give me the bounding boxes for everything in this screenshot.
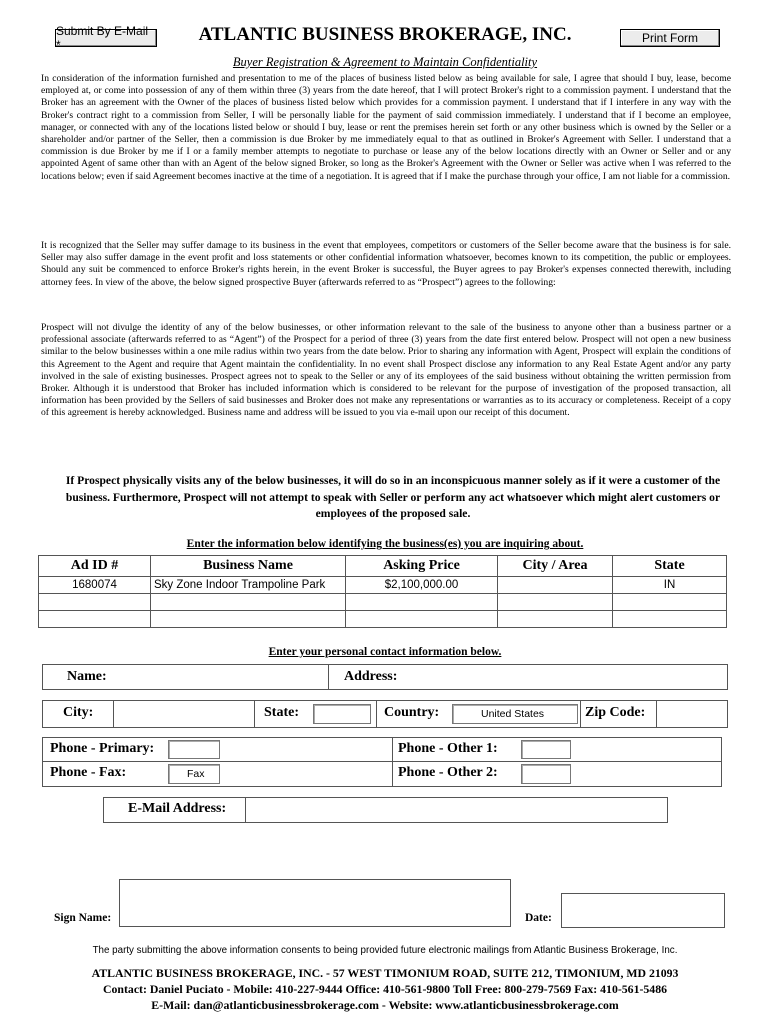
footer-email-website: E-Mail: dan@atlanticbusinessbrokerage.com - Website: www.atlanticbusinessbrokerage.com <box>151 998 619 1012</box>
zip-code-input[interactable] <box>656 700 657 728</box>
ad-id-input[interactable]: 1680074 <box>39 577 151 594</box>
divider <box>328 664 329 690</box>
divider <box>42 761 722 762</box>
table-row <box>39 594 727 611</box>
agreement-paragraph-2: It is recognized that the Seller may suffer damage to its business in the event that employees, competitors or customers of the Seller become aware that the business is for sale. Seller may also suffer damage in the event profit and loss statements or other confidential information whatsoever, becomes known to its competition, the public or employees. Should any suit be commenced to enforce Broker's rights herein, in the event Broker is successful, the Buyer agrees to pay Broker's expenses connected therewith, including attorney fees. In view of the above, the below signed prospective Buyer (afterwards referred to as “Prospect”) agrees to the following: <box>41 240 731 288</box>
ad-id-input[interactable] <box>39 594 151 611</box>
email-input[interactable] <box>245 797 246 823</box>
phone-primary-input[interactable] <box>168 740 220 759</box>
city-area-input[interactable] <box>498 611 613 628</box>
business-table <box>38 555 727 628</box>
signature-input[interactable] <box>119 879 511 927</box>
phone-fax-label: Phone - Fax: <box>50 765 127 780</box>
phone-primary-label: Phone - Primary: <box>50 741 155 756</box>
column-header-ad-id: Ad ID # <box>39 556 151 577</box>
contact-state-input[interactable] <box>313 704 371 724</box>
country-label: Country: <box>384 705 440 720</box>
city-input[interactable] <box>113 700 255 728</box>
city-area-input[interactable] <box>498 594 613 611</box>
contact-section-heading: Enter your personal contact information below. <box>268 646 502 658</box>
phone-other1-label: Phone - Other 1: <box>398 741 498 756</box>
print-form-button[interactable]: Print Form <box>620 29 720 47</box>
address-input[interactable] <box>412 667 724 687</box>
divider <box>376 700 377 728</box>
consent-note: The party submitting the above information consents to being provided future electronic mailings from Atlantic Business Brokerage, Inc. <box>92 945 678 956</box>
state-input[interactable] <box>613 594 727 611</box>
country-input[interactable]: United States <box>452 704 578 724</box>
business-name-input[interactable] <box>151 594 346 611</box>
state-input[interactable]: IN <box>613 577 727 594</box>
date-input[interactable] <box>561 893 725 928</box>
state-label: State: <box>264 705 299 720</box>
column-header-business-name: Business Name <box>151 556 346 577</box>
asking-price-input[interactable] <box>346 594 498 611</box>
page-title: ATLANTIC BUSINESS BROKERAGE, INC. <box>198 24 572 45</box>
submit-by-email-button[interactable]: Submit By E-Mail * <box>55 29 157 47</box>
column-header-city-area: City / Area <box>498 556 613 577</box>
column-header-asking-price: Asking Price <box>346 556 498 577</box>
footer-contact: Contact: Daniel Puciato - Mobile: 410-227-9444 Office: 410-561-9800 Toll Free: 800-279-7569 Fax: 410-561-5486 <box>103 982 667 996</box>
city-area-input[interactable] <box>498 577 613 594</box>
name-label: Name: <box>67 669 107 684</box>
agreement-paragraph-3: Prospect will not divulge the identity of any of the below businesses, or other information relevant to the sale of the business to anyone other than a business partner or a professional associate (afterwards referred to as “Agent”) of the Prospect for a period of three (3) years from the date first entered below. Prospect will not open a new business similar to the below businesses within a one mile radius within two years from the date below. Prior to sharing any information with Agent, Prospect will explain the conditions of this Agreement to the Agent and require that Agent maintain the confidentiality. In no event shall Prospect disclose any information to any Real Estate Agent and/or any party involved in the sale of existing businesses. Prospect agrees not to speak to the Seller or any of its employees of the said business without obtaining the written permission from Broker. Although it is understood that Broker has included information which is considered to be relevant for the purpose of investigation of the proposed transaction, all information has been provided by the Sellers of said businesses and Broker does not make any representations or warranties as to its accuracy or completeness. Receipt of a copy of this agreement is hereby acknowledged. Business name and address will be issued to you via e-mail upon our receipt of this document. <box>41 322 731 419</box>
phone-other2-label: Phone - Other 2: <box>398 765 498 780</box>
name-input[interactable] <box>112 667 324 687</box>
table-row <box>39 611 727 628</box>
physical-visit-notice: If Prospect physically visits any of the below businesses, it will do so in an inconspicuous manner solely as if it were a customer of the business. Furthermore, Prospect will not attempt to speak with Seller or perform any act whatsoever which might alert customers or employees of the proposed sale. <box>65 474 721 520</box>
zip-code-label: Zip Code: <box>585 705 646 720</box>
business-name-input[interactable] <box>151 611 346 628</box>
footer-address: ATLANTIC BUSINESS BROKERAGE, INC. - 57 WEST TIMONIUM ROAD, SUITE 212, TIMONIUM, MD 21093 <box>91 966 679 980</box>
business-section-heading: Enter the information below identifying the business(es) you are inquiring about. <box>186 538 584 550</box>
divider <box>392 737 393 787</box>
divider <box>580 700 581 728</box>
date-label: Date: <box>525 912 552 924</box>
ad-id-input[interactable] <box>39 611 151 628</box>
state-input[interactable] <box>613 611 727 628</box>
address-label: Address: <box>344 669 398 684</box>
agreement-paragraph-1: In consideration of the information furnished and presentation to me of the places of business listed below as being available for sale, I agree that should I buy, lease, become employed at, or come into possession of any of them within three (3) years from the date hereof, that I will protect Broker's right to a commission payment. I understand that the Broker has an agreement with the Owner of the places of business listed below which provides for a commission payment. I understand that if I interfere in any way with the Broker's contract right to a commission from Seller, I will be personally liable for the payment of said commission immediately. I understand that if I become an employee, manager, or connected with any of the locations listed below or should I buy, lease or rent the premises herein set forth or any other business which is owned by the Seller or a shareholder and/or partner of the Seller, then a commission is due Broker by me immediately equal to that as outlined in Broker's Agreement with Seller. I understand that a commission is due Broker by me if I or a family member attempts to negotiate to purchase or lease any of the below locations directly with an Owner or Seller and or any appointed Agent of same other than with an Agent of the below signed Broker, so long as the Broker's Agreement with the Owner or Seller was active when I was referred to the locations below; even if said Agreement becomes inactive at the time of a negotiation. It is agreed that if I make the purchase through your office, I am not liable for a commission. <box>41 73 731 182</box>
form-subtitle: Buyer Registration & Agreement to Maintain Confidentiality <box>232 55 538 69</box>
phone-fax-input[interactable]: Fax <box>168 764 220 784</box>
phone-other2-input[interactable] <box>521 764 571 784</box>
city-label: City: <box>63 705 94 720</box>
asking-price-input[interactable]: $2,100,000.00 <box>346 577 498 594</box>
email-label: E-Mail Address: <box>128 801 227 816</box>
asking-price-input[interactable] <box>346 611 498 628</box>
sign-name-label: Sign Name: <box>54 912 112 924</box>
business-name-input[interactable]: Sky Zone Indoor Trampoline Park <box>151 577 346 594</box>
business-table-header <box>39 556 727 577</box>
column-header-state: State <box>613 556 727 577</box>
phone-other1-input[interactable] <box>521 740 571 759</box>
table-row <box>39 577 727 594</box>
